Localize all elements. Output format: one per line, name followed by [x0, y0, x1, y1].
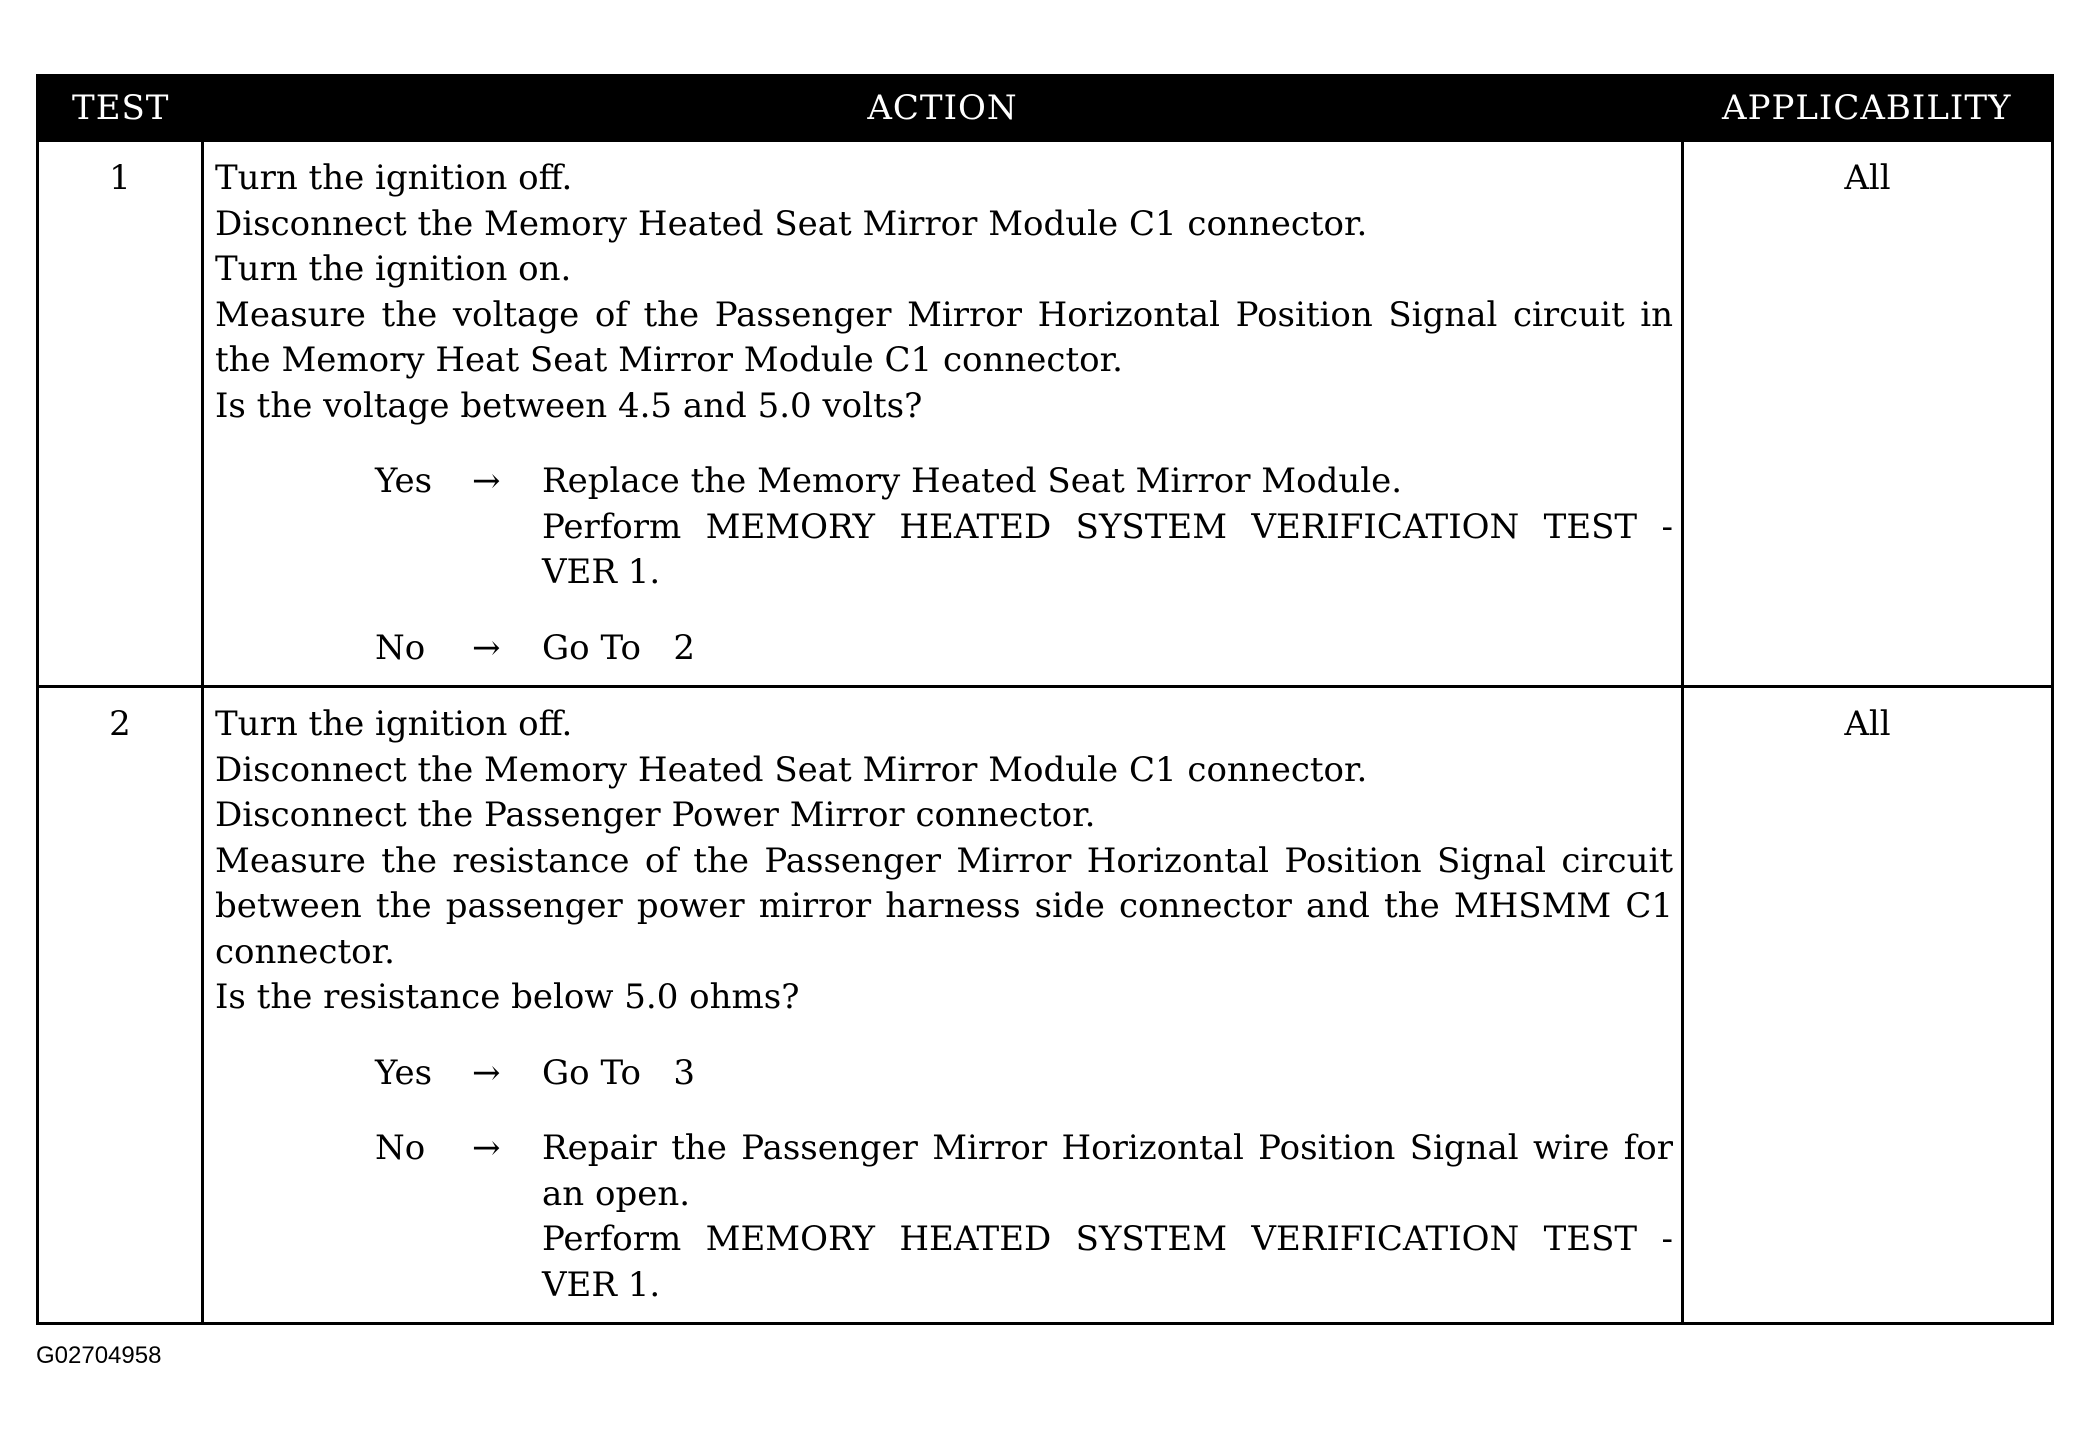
- table-row: [38, 141, 2053, 687]
- right-arrow-icon: →: [472, 627, 501, 668]
- action-step: Measure the voltage of the Passenger Mirror Horizontal Position Signal circuit in the Memory Heat Seat Mirror Module C1 connector.: [215, 294, 1673, 380]
- outcome-result-line: Go To 3: [542, 1052, 695, 1093]
- action-cell: [203, 141, 1683, 687]
- outcome-answer: No: [375, 1128, 426, 1168]
- diagnostic-test-table: [36, 74, 2054, 1325]
- outcome-result-line: Go To 2: [542, 627, 695, 668]
- action-question: Is the voltage between 4.5 and 5.0 volts?: [215, 385, 923, 426]
- outcome-yes: [375, 459, 1673, 596]
- outcome-result: [542, 1051, 1673, 1097]
- header-test: TEST: [38, 76, 203, 141]
- outcome-no: [375, 1126, 1673, 1308]
- outcome-no: [375, 626, 1673, 672]
- action-step: Disconnect the Memory Heated Seat Mirror Module C1 connector.: [215, 203, 1368, 244]
- table-header-row: [38, 76, 2053, 141]
- outcome-answer: No: [375, 627, 426, 668]
- action-question: Is the resistance below 5.0 ohms?: [215, 977, 800, 1017]
- right-arrow-icon: →: [472, 461, 501, 501]
- outcome-answer: Yes: [375, 1052, 433, 1093]
- action-step: Turn the ignition on.: [215, 249, 572, 289]
- outcome-result-line: Replace the Memory Heated Seat Mirror Module.: [542, 461, 1403, 501]
- action-step: Measure the resistance of the Passenger Mirror Horizontal Position Signal circuit between the passenger power mirror harness side connector and the MHSMM C1 connector.: [215, 840, 1673, 972]
- outcome-result-line: Perform MEMORY HEATED SYSTEM VERIFICATION TEST - VER 1.: [542, 1219, 1673, 1305]
- outcome-answer: Yes: [375, 461, 433, 501]
- outcome-result-line: Perform MEMORY HEATED SYSTEM VERIFICATION TEST - VER 1.: [542, 506, 1673, 592]
- applicability-value: All: [1683, 141, 2053, 687]
- outcome-result: [542, 626, 1673, 672]
- action-step: Disconnect the Memory Heated Seat Mirror Module C1 connector.: [215, 749, 1368, 790]
- action-step: Turn the ignition off.: [215, 704, 573, 744]
- outcome-result: [542, 1126, 1673, 1308]
- header-action: ACTION: [203, 76, 1683, 141]
- outcome-result: [542, 459, 1673, 596]
- applicability-value: All: [1683, 687, 2053, 1324]
- action-step: Turn the ignition off.: [215, 158, 573, 198]
- table-row: [38, 687, 2053, 1324]
- test-number: 2: [38, 687, 203, 1324]
- action-cell: [203, 687, 1683, 1324]
- action-step: Disconnect the Passenger Power Mirror connector.: [215, 795, 1096, 835]
- test-number: 1: [38, 141, 203, 687]
- figure-code: G02704958: [36, 1342, 162, 1369]
- right-arrow-icon: →: [472, 1128, 501, 1168]
- header-applicability: APPLICABILITY: [1683, 76, 2053, 141]
- outcome-yes: [375, 1051, 1673, 1097]
- right-arrow-icon: →: [472, 1052, 501, 1093]
- outcome-result-line: Repair the Passenger Mirror Horizontal Position Signal wire for an open.: [542, 1128, 1673, 1214]
